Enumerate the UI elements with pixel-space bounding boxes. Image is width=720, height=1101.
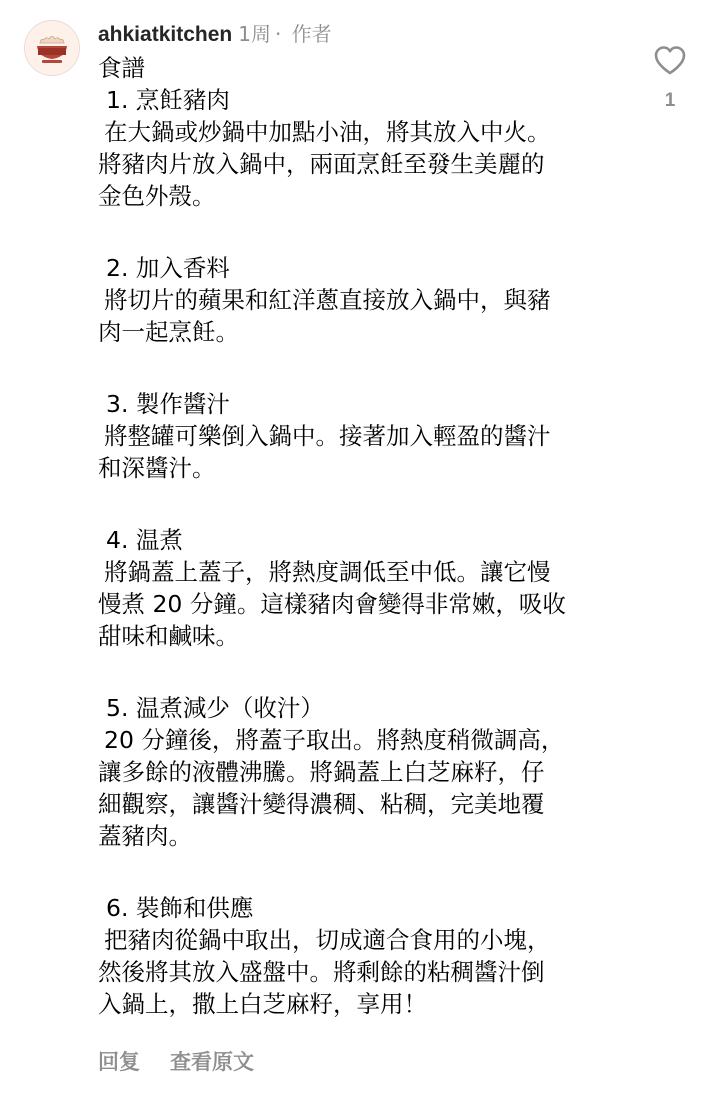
step-text-line: 細觀察，讓醬汁變得濃稠、粘稠，完美地覆 [98,790,545,818]
step-text-line: 20 分鐘後，將蓋子取出。將熱度稍微調高， [104,726,565,754]
comment-body [98,52,618,1020]
recipe-step [98,692,618,852]
step-text-line: 甜味和鹹味。 [98,622,239,650]
recipe-title: 食譜 [98,54,145,82]
step-text-line: 入鍋上，撒上白芝麻籽，享用！ [98,990,427,1018]
recipe-step [98,892,618,1020]
step-text-line: 和深醬汁。 [98,454,216,482]
step-text-line: 將鍋蓋上蓋子，將熱度調低至中低。讓它慢 [104,558,551,586]
step-text-line: 蓋豬肉。 [98,822,192,850]
step-text-line: 把豬肉從鍋中取出，切成適合食用的小塊， [104,926,551,954]
avatar[interactable] [24,20,80,76]
like-count: 1 [664,90,676,111]
recipe-step [98,252,618,348]
recipe-step [98,524,618,652]
comment-meta [238,18,335,47]
meta-separator: · [274,22,282,46]
reply-button[interactable]: 回复 [98,1050,140,1074]
comment-header [98,18,336,48]
step-heading: 3. 製作醬汁 [106,390,230,418]
step-heading: 4. 温煮 [106,526,183,554]
recipe-step [98,388,618,484]
like-button[interactable] [650,40,690,80]
step-heading: 6. 裝飾和供應 [106,894,254,922]
step-text-line: 將豬肉片放入鍋中，兩面烹飪至發生美麗的 [98,150,545,178]
step-text-line: 肉一起烹飪。 [98,318,239,346]
comment-actions [98,1046,254,1076]
username-link[interactable]: ahkiatkitchen [98,23,233,46]
step-text-line: 然後將其放入盛盤中。將剩餘的粘稠醬汁倒 [98,958,545,986]
recipe-step [98,84,618,212]
author-badge: 作者 [291,22,332,46]
step-text-line: 慢煮 20 分鐘。這樣豬肉會變得非常嫩，吸收 [98,590,566,618]
heart-outline-icon [650,40,690,80]
step-text-line: 將切片的蘋果和紅洋蔥直接放入鍋中，與豬 [104,286,551,314]
see-original-button[interactable]: 查看原文 [170,1050,254,1074]
timestamp: 1周 [238,22,271,46]
step-text-line: 金色外殼。 [98,182,216,210]
step-heading: 1. 烹飪豬肉 [106,86,230,114]
avatar-logo-icon [25,21,79,75]
step-text-line: 讓多餘的液體沸騰。將鍋蓋上白芝麻籽，仔 [98,758,545,786]
step-text-line: 在大鍋或炒鍋中加點小油，將其放入中火。 [104,118,551,146]
step-heading: 2. 加入香料 [106,254,230,282]
step-text-line: 將整罐可樂倒入鍋中。接著加入輕盈的醬汁 [104,422,551,450]
step-heading: 5. 温煮減少（收汁） [106,694,324,722]
